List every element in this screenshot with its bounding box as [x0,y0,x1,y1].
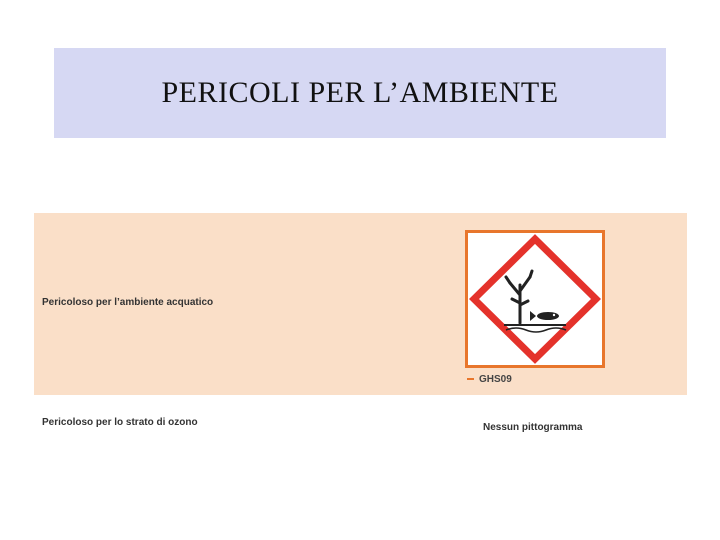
title-banner [54,48,666,138]
slide-title: PERICOLI PER L’AMBIENTE [161,76,559,109]
ghs09-code [467,374,512,385]
ghs09-code-text: GHS09 [479,374,512,385]
aquatic-hazard-label: Pericoloso per l’ambiente acquatico [42,297,214,308]
ghs09-pictogram-frame [465,230,605,368]
ozone-hazard-label: Pericoloso per lo strato di ozono [42,417,198,428]
code-marker-dash [467,378,474,380]
aquatic-hazard-row [34,213,687,395]
environment-hazard-icon [468,233,602,365]
no-pictogram-text: Nessun pittogramma [483,422,583,433]
